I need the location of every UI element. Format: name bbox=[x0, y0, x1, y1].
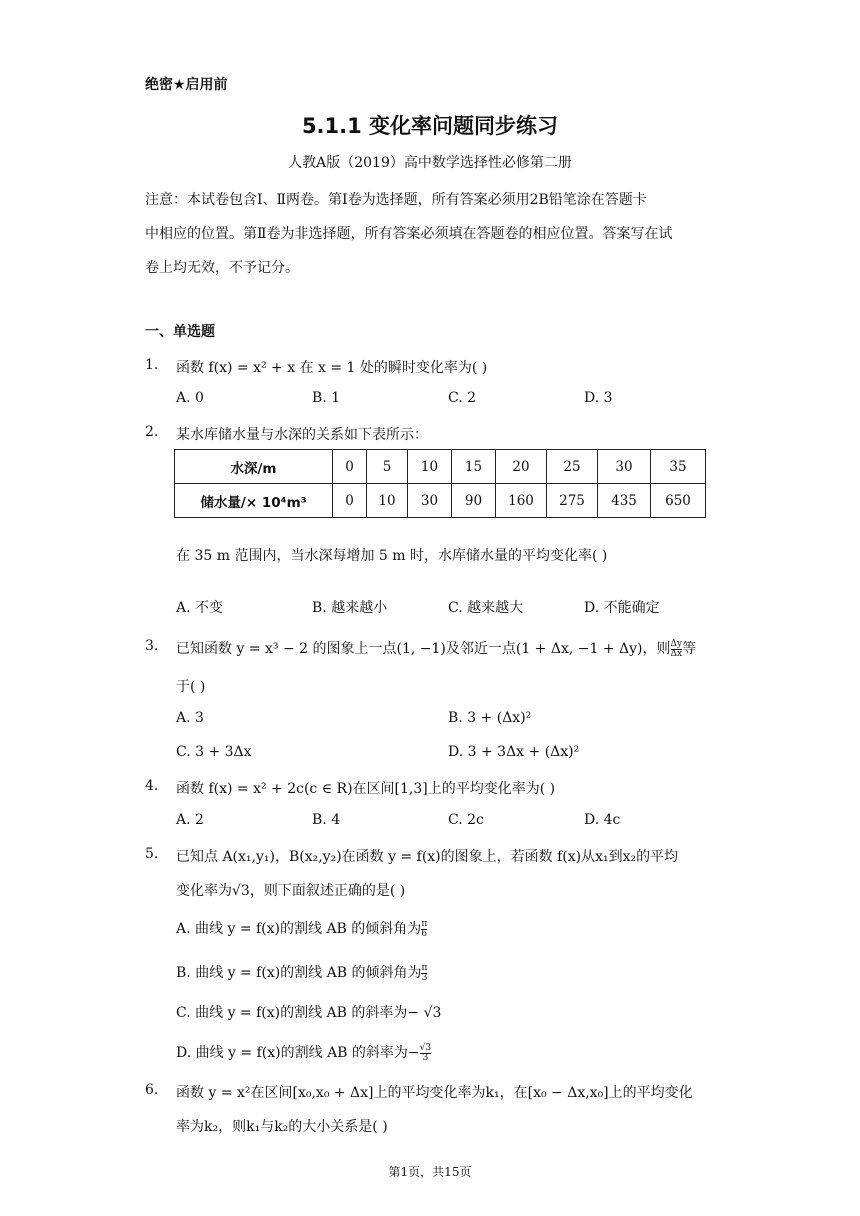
q5-option-b-num: π bbox=[421, 962, 428, 973]
q2-number: 2. bbox=[145, 424, 159, 440]
table-cell: 160 bbox=[496, 484, 547, 518]
q5-option-d-fraction bbox=[420, 1044, 431, 1063]
q5-option-a-fraction bbox=[421, 920, 427, 939]
q1-option-b: B. 1 bbox=[312, 390, 341, 406]
q5-option-a-den: 6 bbox=[421, 928, 428, 939]
q2-question: 在 35 m 范围内，当水深每增加 5 m 时，水库储水量的平均变化率( ) bbox=[176, 548, 608, 564]
q5-option-d bbox=[176, 1042, 431, 1063]
water-table bbox=[174, 449, 706, 518]
table-row bbox=[175, 450, 706, 484]
q3-frac-den: Δx bbox=[670, 648, 683, 659]
q3-option-d: D. 3 + 3Δx + (Δx)² bbox=[448, 744, 580, 760]
q5-option-b-fraction bbox=[421, 964, 427, 983]
q2-option-d: D. 不能确定 bbox=[584, 600, 660, 616]
q1-number: 1. bbox=[145, 357, 159, 373]
q3-text-2: 于( ) bbox=[176, 679, 206, 695]
q5-option-d-text: D. 曲线 y = f(x)的割线 AB 的斜率为− bbox=[176, 1045, 420, 1061]
q5-option-a-num: π bbox=[421, 918, 428, 929]
table-cell: 0 bbox=[333, 484, 367, 518]
q3-text-end: 等 bbox=[682, 641, 697, 657]
table-cell: 25 bbox=[547, 450, 598, 484]
notice-line-3: 卷上均无效，不予记分。 bbox=[145, 260, 299, 276]
q4-number: 4. bbox=[145, 778, 159, 794]
q3-frac-num: Δy bbox=[670, 638, 683, 649]
page-subtitle: 人教A版（2019）高中数学选择性必修第二册 bbox=[288, 155, 572, 171]
q5-option-a-text: A. 曲线 y = f(x)的割线 AB 的倾斜角为 bbox=[176, 921, 422, 937]
q5-text-2: 变化率为√3，则下面叙述正确的是( ) bbox=[176, 883, 406, 899]
table-cell: 0 bbox=[333, 450, 367, 484]
page-title: 5.1.1 变化率问题同步练习 bbox=[301, 114, 559, 138]
q3-option-b: B. 3 + (Δx)² bbox=[448, 710, 532, 726]
table-cell: 275 bbox=[547, 484, 598, 518]
secret-label: 绝密★启用前 bbox=[145, 77, 228, 93]
table-cell: 15 bbox=[452, 450, 496, 484]
section-title: 一、单选题 bbox=[145, 324, 215, 340]
table-cell: 10 bbox=[367, 484, 408, 518]
q4-option-a: A. 2 bbox=[176, 812, 204, 828]
table-row bbox=[175, 484, 706, 518]
table-cell: 435 bbox=[598, 484, 651, 518]
table-cell: 35 bbox=[651, 450, 706, 484]
q2-option-a: A. 不变 bbox=[176, 600, 224, 616]
q3-fraction bbox=[671, 640, 683, 659]
q5-option-b bbox=[176, 962, 427, 983]
q3-number: 3. bbox=[145, 638, 159, 654]
q3-text bbox=[176, 638, 696, 659]
table-cell: 90 bbox=[452, 484, 496, 518]
q1-text: 函数 f(x) = x² + x 在 x = 1 处的瞬时变化率为( ) bbox=[176, 360, 488, 376]
notice-line-2: 中相应的位置。第Ⅱ卷为非选择题，所有答案必须填在答题卷的相应位置。答案写在试 bbox=[145, 226, 673, 242]
q5-option-b-den: 3 bbox=[421, 972, 428, 983]
q4-option-d: D. 4c bbox=[584, 812, 621, 828]
q4-text: 函数 f(x) = x² + 2c(c ∈ R)在区间[1,3]上的平均变化率为( ) bbox=[176, 781, 556, 797]
q5-option-c: C. 曲线 y = f(x)的割线 AB 的斜率为− √3 bbox=[176, 1005, 442, 1021]
q5-option-d-num: √3 bbox=[419, 1042, 432, 1053]
q2-option-b: B. 越来越小 bbox=[312, 600, 388, 616]
q6-number: 6. bbox=[145, 1082, 159, 1098]
q5-option-d-den: 3 bbox=[420, 1053, 431, 1063]
q6-text-2: 率为k₂，则k₁与k₂的大小关系是( ) bbox=[176, 1119, 388, 1135]
q3-option-a: A. 3 bbox=[176, 710, 204, 726]
table-cell: 10 bbox=[408, 450, 452, 484]
table-cell: 30 bbox=[598, 450, 651, 484]
table-header-storage: 储水量/× 10⁴m³ bbox=[175, 484, 333, 518]
q5-option-a bbox=[176, 918, 427, 939]
q1-option-d: D. 3 bbox=[584, 390, 613, 406]
q1-option-c: C. 2 bbox=[448, 390, 477, 406]
q6-text: 函数 y = x²在区间[x₀,x₀ + Δx]上的平均变化率为k₁，在[x₀ − Δx,x₀]上的平均变化 bbox=[176, 1085, 693, 1101]
q2-text: 某水库储水量与水深的关系如下表所示： bbox=[176, 427, 428, 443]
q4-option-c: C. 2c bbox=[448, 812, 484, 828]
q3-option-c: C. 3 + 3Δx bbox=[176, 744, 252, 760]
table-cell: 20 bbox=[496, 450, 547, 484]
q5-text: 已知点 A(x₁,y₁)，B(x₂,y₂)在函数 y = f(x)的图象上，若函数 f(x)从x₁到x₂的平均 bbox=[176, 849, 679, 865]
q4-option-b: B. 4 bbox=[312, 812, 341, 828]
page-footer: 第1页，共15页 bbox=[388, 1165, 472, 1179]
q3-text-main: 已知函数 y = x³ − 2 的图象上一点(1, −1)及邻近一点(1 + Δx, −1 + Δy)，则 bbox=[176, 641, 671, 657]
q2-option-c: C. 越来越大 bbox=[448, 600, 524, 616]
q5-option-b-text: B. 曲线 y = f(x)的割线 AB 的倾斜角为 bbox=[176, 965, 422, 981]
table-cell: 5 bbox=[367, 450, 408, 484]
notice-line-1: 注意：本试卷包含Ⅰ、Ⅱ两卷。第Ⅰ卷为选择题，所有答案必须用2B铅笔涂在答题卡 bbox=[145, 192, 647, 208]
table-cell: 30 bbox=[408, 484, 452, 518]
q1-option-a: A. 0 bbox=[176, 390, 204, 406]
q5-number: 5. bbox=[145, 846, 159, 862]
table-cell: 650 bbox=[651, 484, 706, 518]
table-header-depth: 水深/m bbox=[175, 450, 333, 484]
